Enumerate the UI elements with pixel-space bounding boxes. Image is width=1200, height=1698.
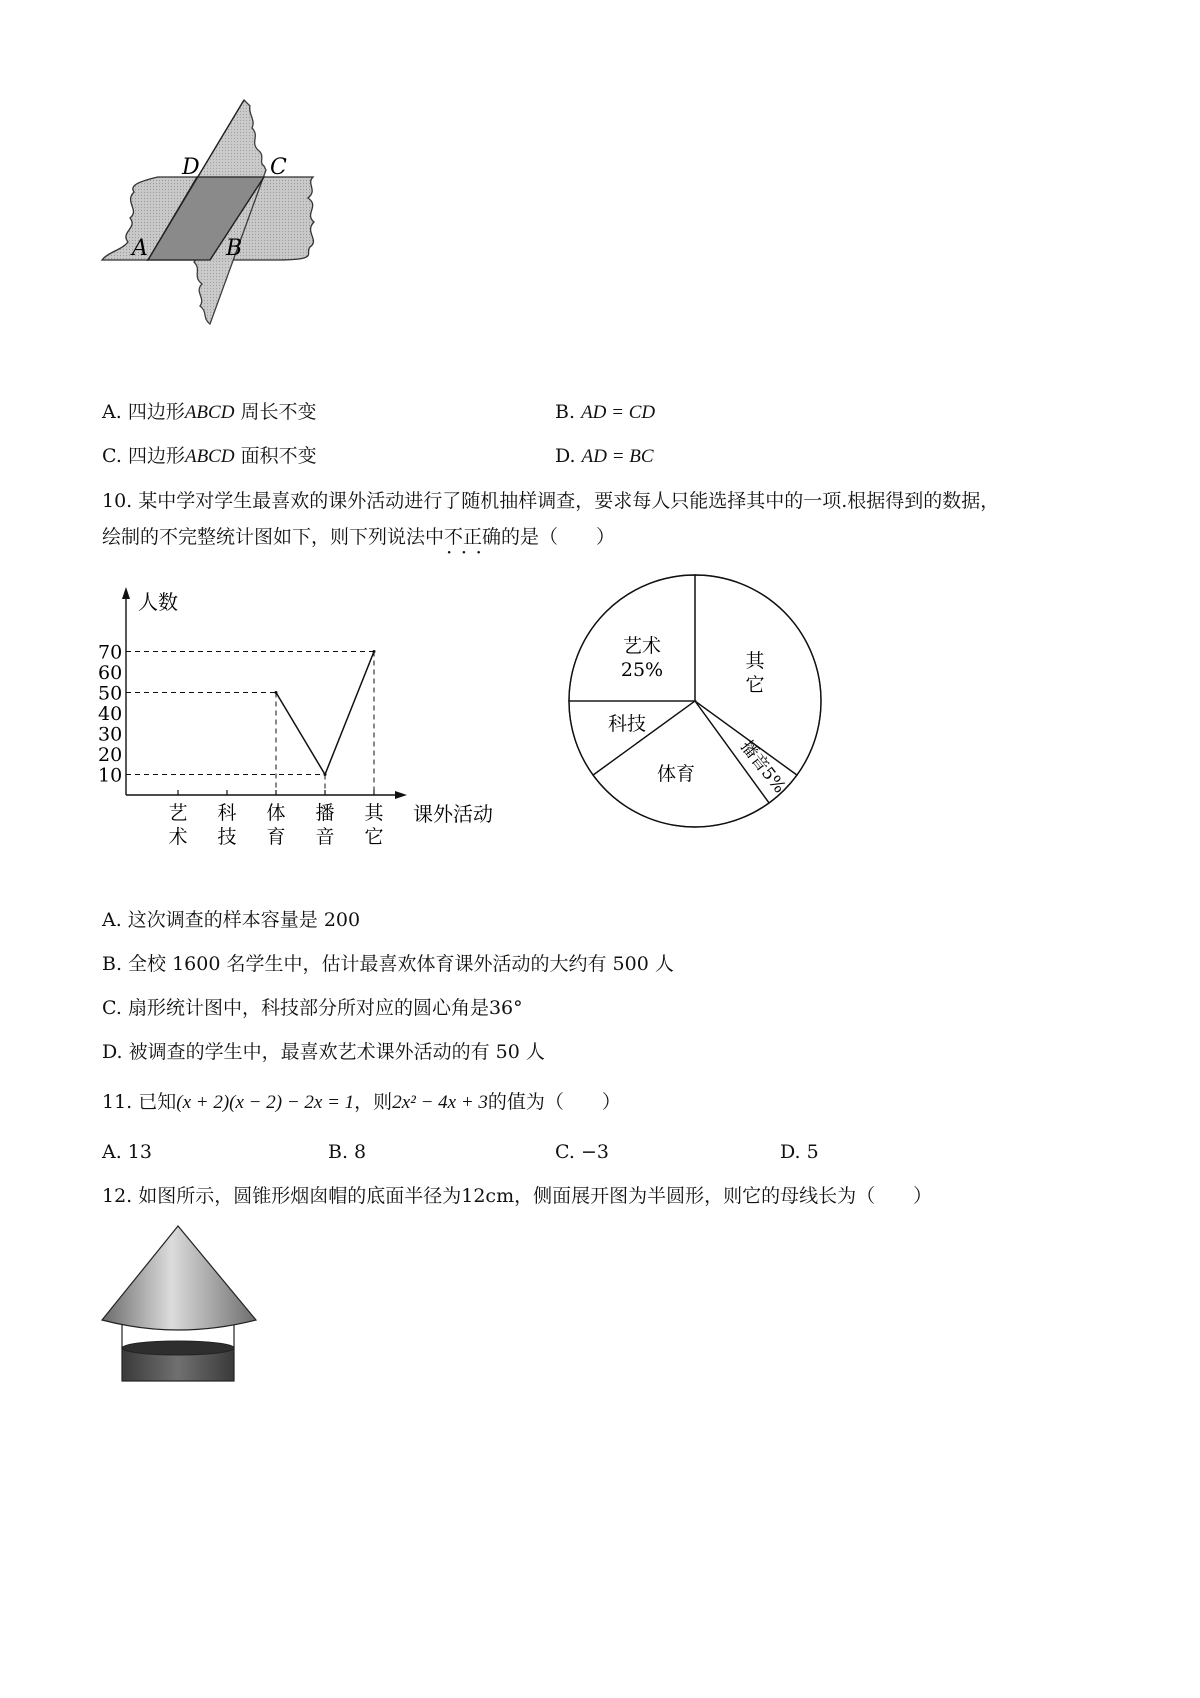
- y-axis-label: 人数: [138, 590, 178, 614]
- y-tick-label: 10: [98, 764, 123, 787]
- q10-option-a[interactable]: A. 这次调查的样本容量是 200: [102, 909, 361, 931]
- q11-option-a[interactable]: A. 13: [102, 1141, 152, 1163]
- q12-stem: 12. 如图所示，圆锥形烟囱帽的底面半径为12cm，侧面展开图为半圆形，则它的母线长为（ ）: [102, 1185, 933, 1207]
- line-chart: [95, 585, 515, 850]
- x-tick-label: 艺: [168, 802, 188, 824]
- q9-option-b[interactable]: B. AD = CD: [555, 401, 656, 423]
- data-point: [324, 773, 327, 776]
- x-tick-label: 育: [266, 826, 286, 848]
- label-D: D: [182, 155, 200, 180]
- x-tick-label: 其: [364, 802, 384, 824]
- y-tick-label: 70: [98, 641, 123, 664]
- label-C: C: [270, 155, 287, 180]
- slice-label-tech: 科技: [607, 713, 647, 735]
- parallelogram-figure: [98, 92, 338, 342]
- x-tick-label: 术: [168, 826, 188, 848]
- q11-option-b[interactable]: B. 8: [328, 1141, 367, 1163]
- q11-option-d[interactable]: D. 5: [780, 1141, 819, 1163]
- x-tick-label: 技: [217, 826, 237, 848]
- pie-chart: [560, 570, 830, 830]
- q10-option-c[interactable]: C. 扇形统计图中，科技部分所对应的圆心角是36°: [102, 997, 523, 1019]
- q9-option-d[interactable]: D. AD = BC: [555, 445, 654, 467]
- x-tick-label: 它: [364, 826, 384, 848]
- slice-pct-art: 25%: [620, 659, 664, 681]
- q10-stem-line1: 10. 某中学对学生最喜欢的课外活动进行了随机抽样调查，要求每人只能选择其中的一项.根据得到的数据，: [102, 490, 1000, 512]
- y-tick-label: 60: [98, 662, 123, 684]
- q9-option-a[interactable]: A. 四边形ABCD 周长不变: [102, 401, 317, 423]
- y-tick-label: 30: [98, 723, 123, 746]
- label-B: B: [226, 236, 243, 261]
- q10-option-d[interactable]: D. 被调查的学生中，最喜欢艺术课外活动的有 50 人: [102, 1041, 545, 1063]
- q11-equation: (x + 2)(x − 2) − 2x = 1: [176, 1092, 355, 1113]
- q11-stem: 11. 已知(x + 2)(x − 2) − 2x = 1，则2x² − 4x + 3的值为（ ）: [102, 1091, 621, 1113]
- data-point: [275, 691, 278, 694]
- label-A: A: [132, 236, 148, 261]
- q11-expression: 2x² − 4x + 3: [392, 1092, 488, 1113]
- slice-label-broadcast: 播音5%: [736, 736, 790, 798]
- x-tick-label: 科: [217, 802, 237, 824]
- x-axis-label: 课外活动: [413, 802, 493, 826]
- q11-option-c[interactable]: C. −3: [555, 1141, 609, 1163]
- x-tick-label: 音: [315, 826, 335, 848]
- q10-option-b[interactable]: B. 全校 1600 名学生中，估计最喜欢体育课外活动的大约有 500 人: [102, 953, 674, 975]
- cone: [102, 1226, 256, 1330]
- q10-stem-line2: 绘制的不完整统计图如下，则下列说法中不正确 · · ·的是（ ）: [102, 525, 615, 549]
- x-tick-label: 播: [315, 802, 335, 824]
- series-line: [276, 652, 374, 775]
- q9-option-c[interactable]: C. 四边形ABCD 面积不变: [102, 445, 317, 467]
- slice-label-pe: 体育: [656, 763, 696, 785]
- slice-label-other-2: 它: [745, 674, 765, 696]
- slice-label-art: 艺术: [622, 635, 662, 657]
- x-axis-arrow: [395, 791, 407, 799]
- y-tick-label: 50: [98, 682, 123, 705]
- slice-label-other-1: 其: [745, 650, 765, 672]
- y-axis-arrow: [122, 587, 130, 599]
- emphasis-text: 不正确 · · ·: [444, 526, 501, 548]
- x-tick-label: 体: [266, 802, 286, 824]
- pipe-top: [122, 1341, 234, 1355]
- y-tick-label: 20: [98, 744, 123, 766]
- data-point: [373, 650, 376, 653]
- chimney-cap-figure: [98, 1222, 268, 1387]
- y-tick-label: 40: [98, 703, 123, 725]
